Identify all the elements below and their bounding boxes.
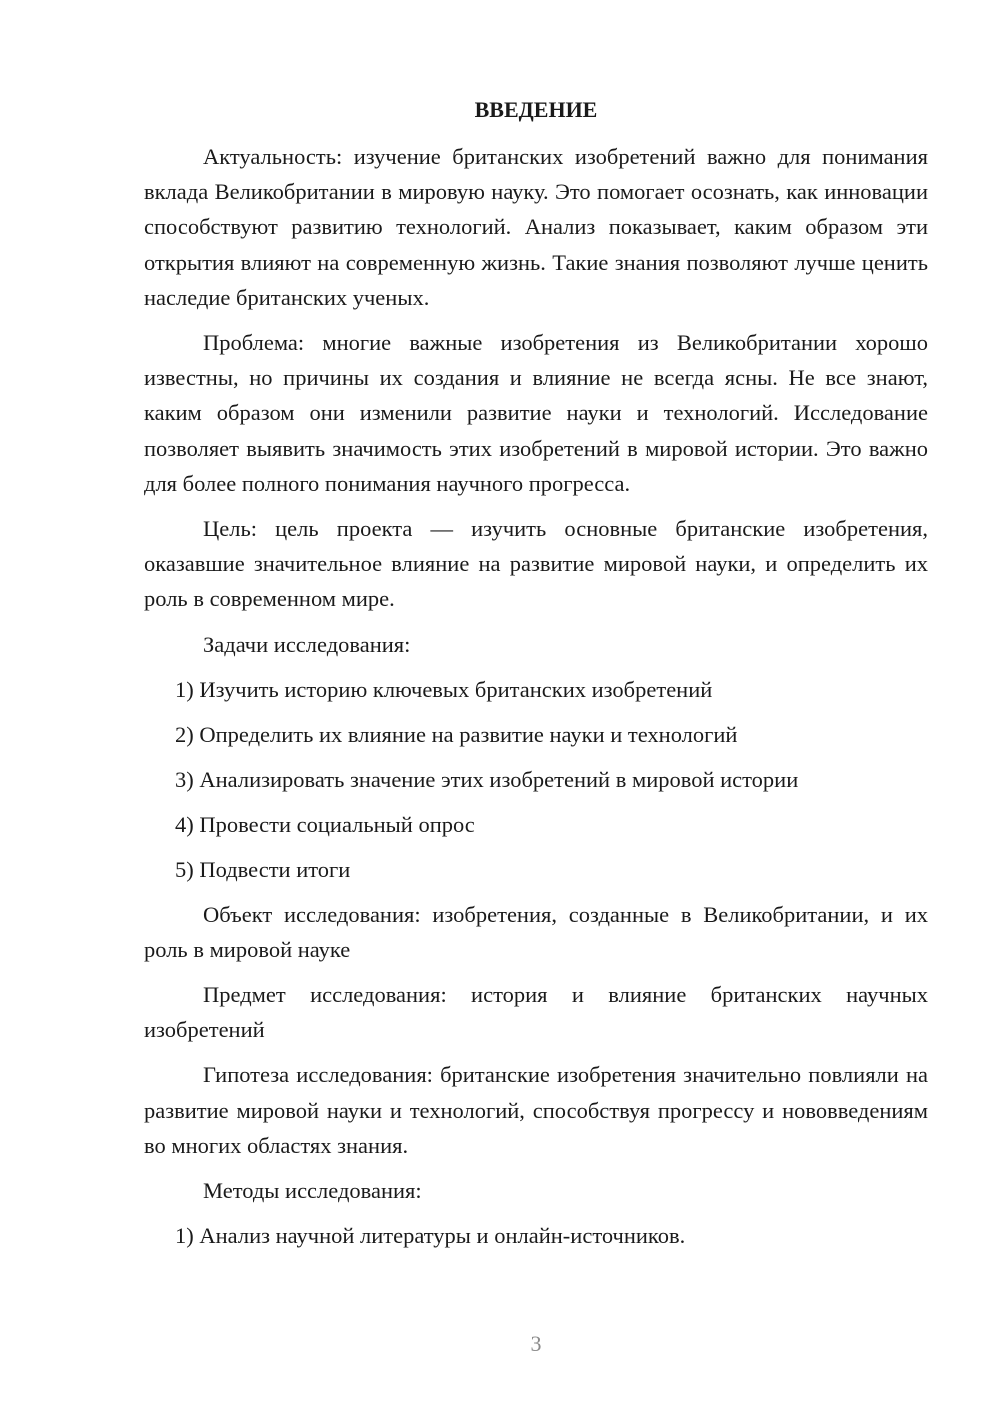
relevance-paragraph: Актуальность: изучение британских изобретений важно для понимания вклада Великобритании в мировую науку. Это помогает осознать, как инновации способствуют развитию технологий. Анализ показывает, каким образом эти открытия влияют на современную жизнь. Такие знания позволяют лучше ценить наследие британских ученых.	[144, 144, 928, 310]
task-item: 2) Определить их влияние на развитие науки и технологий	[175, 721, 738, 747]
task-item: 5) Подвести итоги	[175, 856, 351, 882]
section-title: ВВЕДЕНИЕ	[474, 97, 598, 122]
problem-paragraph: Проблема: многие важные изобретения из Великобритании хорошо известны, но причины их создания и влияние не всегда ясны. Не все знают, каким образом они изменили развитие науки и технологий. Исследование позволяет выявить значимость этих изобретений в мировой истории. Это важно для более полного понимания научного прогресса.	[144, 330, 928, 496]
methods-list	[144, 1218, 928, 1253]
object-paragraph: Объект исследования: изобретения, созданные в Великобритании, и их роль в мировой науке	[144, 901, 928, 962]
methods-heading: Методы исследования:	[203, 1178, 422, 1204]
task-item: 3) Анализировать значение этих изобретений в мировой истории	[175, 766, 799, 792]
hypothesis-paragraph: Гипотеза исследования: британские изобретения значительно повлияли на развитие мировой науки и технологий, способствуя прогрессу и нововведениям во многих областях знания.	[144, 1062, 928, 1158]
subject-paragraph: Предмет исследования: история и влияние британских научных изобретений	[144, 982, 928, 1043]
goal-paragraph: Цель: цель проекта — изучить основные британские изобретения, оказавшие значительное влияние на развитие мировой науки, и определить их роль в современном мире.	[144, 516, 928, 612]
document-page	[144, 92, 928, 1263]
page-number: 3	[530, 1331, 542, 1356]
tasks-heading: Задачи исследования:	[203, 631, 411, 657]
tasks-list	[144, 672, 928, 887]
task-item: 1) Изучить историю ключевых британских изобретений	[175, 676, 713, 702]
task-item: 4) Провести социальный опрос	[175, 811, 475, 837]
method-item: 1) Анализ научной литературы и онлайн-источников.	[175, 1223, 686, 1249]
